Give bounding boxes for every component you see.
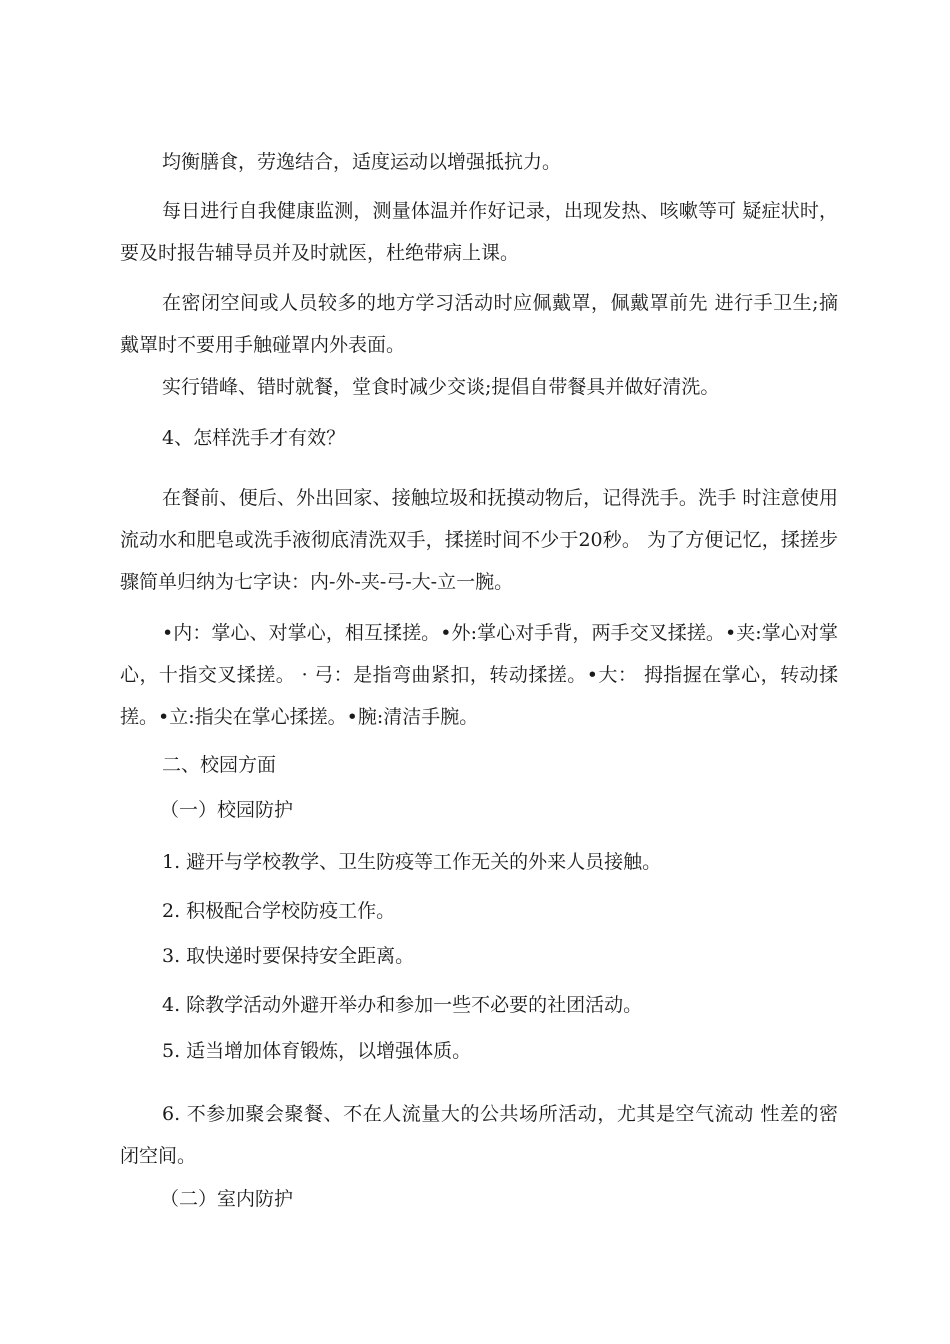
paragraph-handwashing-method: 在餐前、便后、外出回家、接触垃圾和抚摸动物后，记得洗手。洗手 时注意使用流动水和肥皂或洗手液彻底清洗双手，揉搓时间不少于20秒。 为了方便记忆，揉搓步骤简单归纳为七字诀：内-外-夹-弓-大-立一腕。 <box>120 487 838 593</box>
heading-indoor-protection: （二）室内防护 <box>160 1188 294 1210</box>
heading-campus-protection: （一）校园防护 <box>160 799 294 821</box>
paragraph-mask-wearing: 在密闭空间或人员较多的地方学习活动时应佩戴罩，佩戴罩前先 进行手卫生;摘戴罩时不要用手触碰罩内外表面。 <box>120 292 838 356</box>
list-item-4: 4. 除教学活动外避开举办和参加一些不必要的社团活动。 <box>162 994 643 1016</box>
list-item-2: 2. 积极配合学校防疫工作。 <box>162 900 396 922</box>
heading-campus-section: 二、校园方面 <box>162 754 277 776</box>
list-item-5: 5. 适当增加体育锻炼，以增强体质。 <box>162 1040 472 1062</box>
list-item-3: 3. 取快递时要保持安全距离。 <box>162 945 415 967</box>
paragraph-balanced-diet: 均衡膳食，劳逸结合，适度运动以增强抵抗力。 <box>162 151 562 173</box>
list-item-1: 1. 避开与学校教学、卫生防疫等工作无关的外来人员接触。 <box>162 851 662 873</box>
paragraph-health-monitoring: 每日进行自我健康监测，测量体温并作好记录，出现发热、咳嗽等可 疑症状时，要及时报告辅导员并及时就医，杜绝带病上课。 <box>120 200 838 264</box>
paragraph-seven-step-mnemonic: •内：掌心、对掌心，相互揉搓。•外:掌心对手背，两手交叉揉搓。•夹:掌心对掌心，十指交叉揉搓。 · 弓：是指弯曲紧扣，转动揉搓。•大： 拇指握在掌心，转动揉搓。•立:指尖在掌心揉搓。•腕:清洁手腕。 <box>120 622 838 728</box>
list-item-6: 6. 不参加聚会聚餐、不在人流量大的公共场所活动，尤其是空气流动 性差的密闭空间。 <box>120 1103 838 1167</box>
heading-handwashing-question: 4、怎样洗手才有效？ <box>162 427 346 449</box>
paragraph-staggered-dining: 实行错峰、错时就餐，堂食时减少交谈;提倡自带餐具并做好清洗。 <box>162 376 720 398</box>
